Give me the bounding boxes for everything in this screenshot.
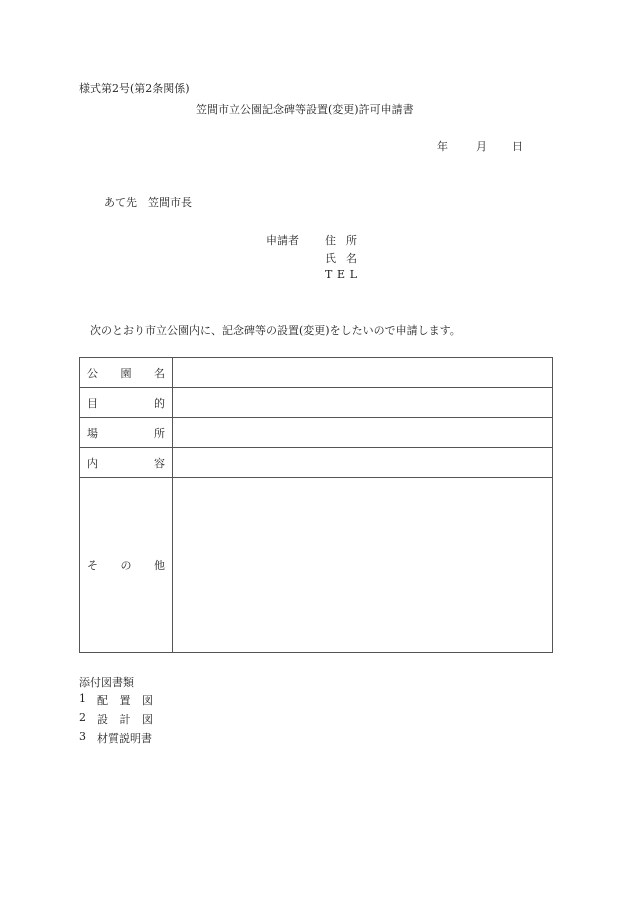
location-field[interactable] bbox=[173, 418, 553, 448]
form-number: 様式第2号(第2条関係) bbox=[79, 82, 190, 95]
table-row bbox=[80, 388, 553, 418]
date-day: 日 bbox=[512, 140, 523, 153]
content-field[interactable] bbox=[173, 448, 553, 478]
date-year: 年 bbox=[437, 140, 448, 153]
table-row bbox=[80, 358, 553, 388]
table-row bbox=[80, 448, 553, 478]
row-label-content: 内 容 bbox=[80, 448, 173, 478]
table-row bbox=[80, 418, 553, 448]
row-label-purpose: 目 的 bbox=[80, 388, 173, 418]
attachment-num-1: 1 bbox=[79, 692, 86, 705]
attachment-num-2: 2 bbox=[79, 711, 86, 724]
attachment-num-3: 3 bbox=[79, 730, 86, 743]
attachment-item-2: 設 計 図 bbox=[97, 713, 153, 726]
other-field[interactable] bbox=[173, 478, 553, 653]
applicant-label: 申請者 bbox=[266, 234, 299, 247]
park-name-field[interactable] bbox=[173, 358, 553, 388]
application-table bbox=[79, 357, 553, 653]
name-label: 氏 名 bbox=[325, 252, 357, 265]
date-month: 月 bbox=[476, 140, 487, 153]
table-row bbox=[80, 478, 553, 653]
row-label-park-name: 公 園 名 bbox=[80, 358, 173, 388]
body-text: 次のとおり市立公園内に、記念碑等の設置(変更)をしたいので申請します。 bbox=[90, 324, 461, 337]
page-title: 笠間市立公園記念碑等設置(変更)許可申請書 bbox=[196, 103, 414, 116]
attachments-heading: 添付図書類 bbox=[79, 676, 134, 689]
row-label-other: そ の 他 bbox=[80, 478, 173, 653]
addressee: あて先 笠間市長 bbox=[104, 196, 192, 209]
row-label-location: 場 所 bbox=[80, 418, 173, 448]
tel-label: T E L bbox=[325, 268, 357, 281]
purpose-field[interactable] bbox=[173, 388, 553, 418]
attachment-item-3: 材質説明書 bbox=[97, 732, 152, 745]
attachment-item-1: 配 置 図 bbox=[97, 694, 153, 707]
address-label: 住 所 bbox=[325, 234, 357, 247]
